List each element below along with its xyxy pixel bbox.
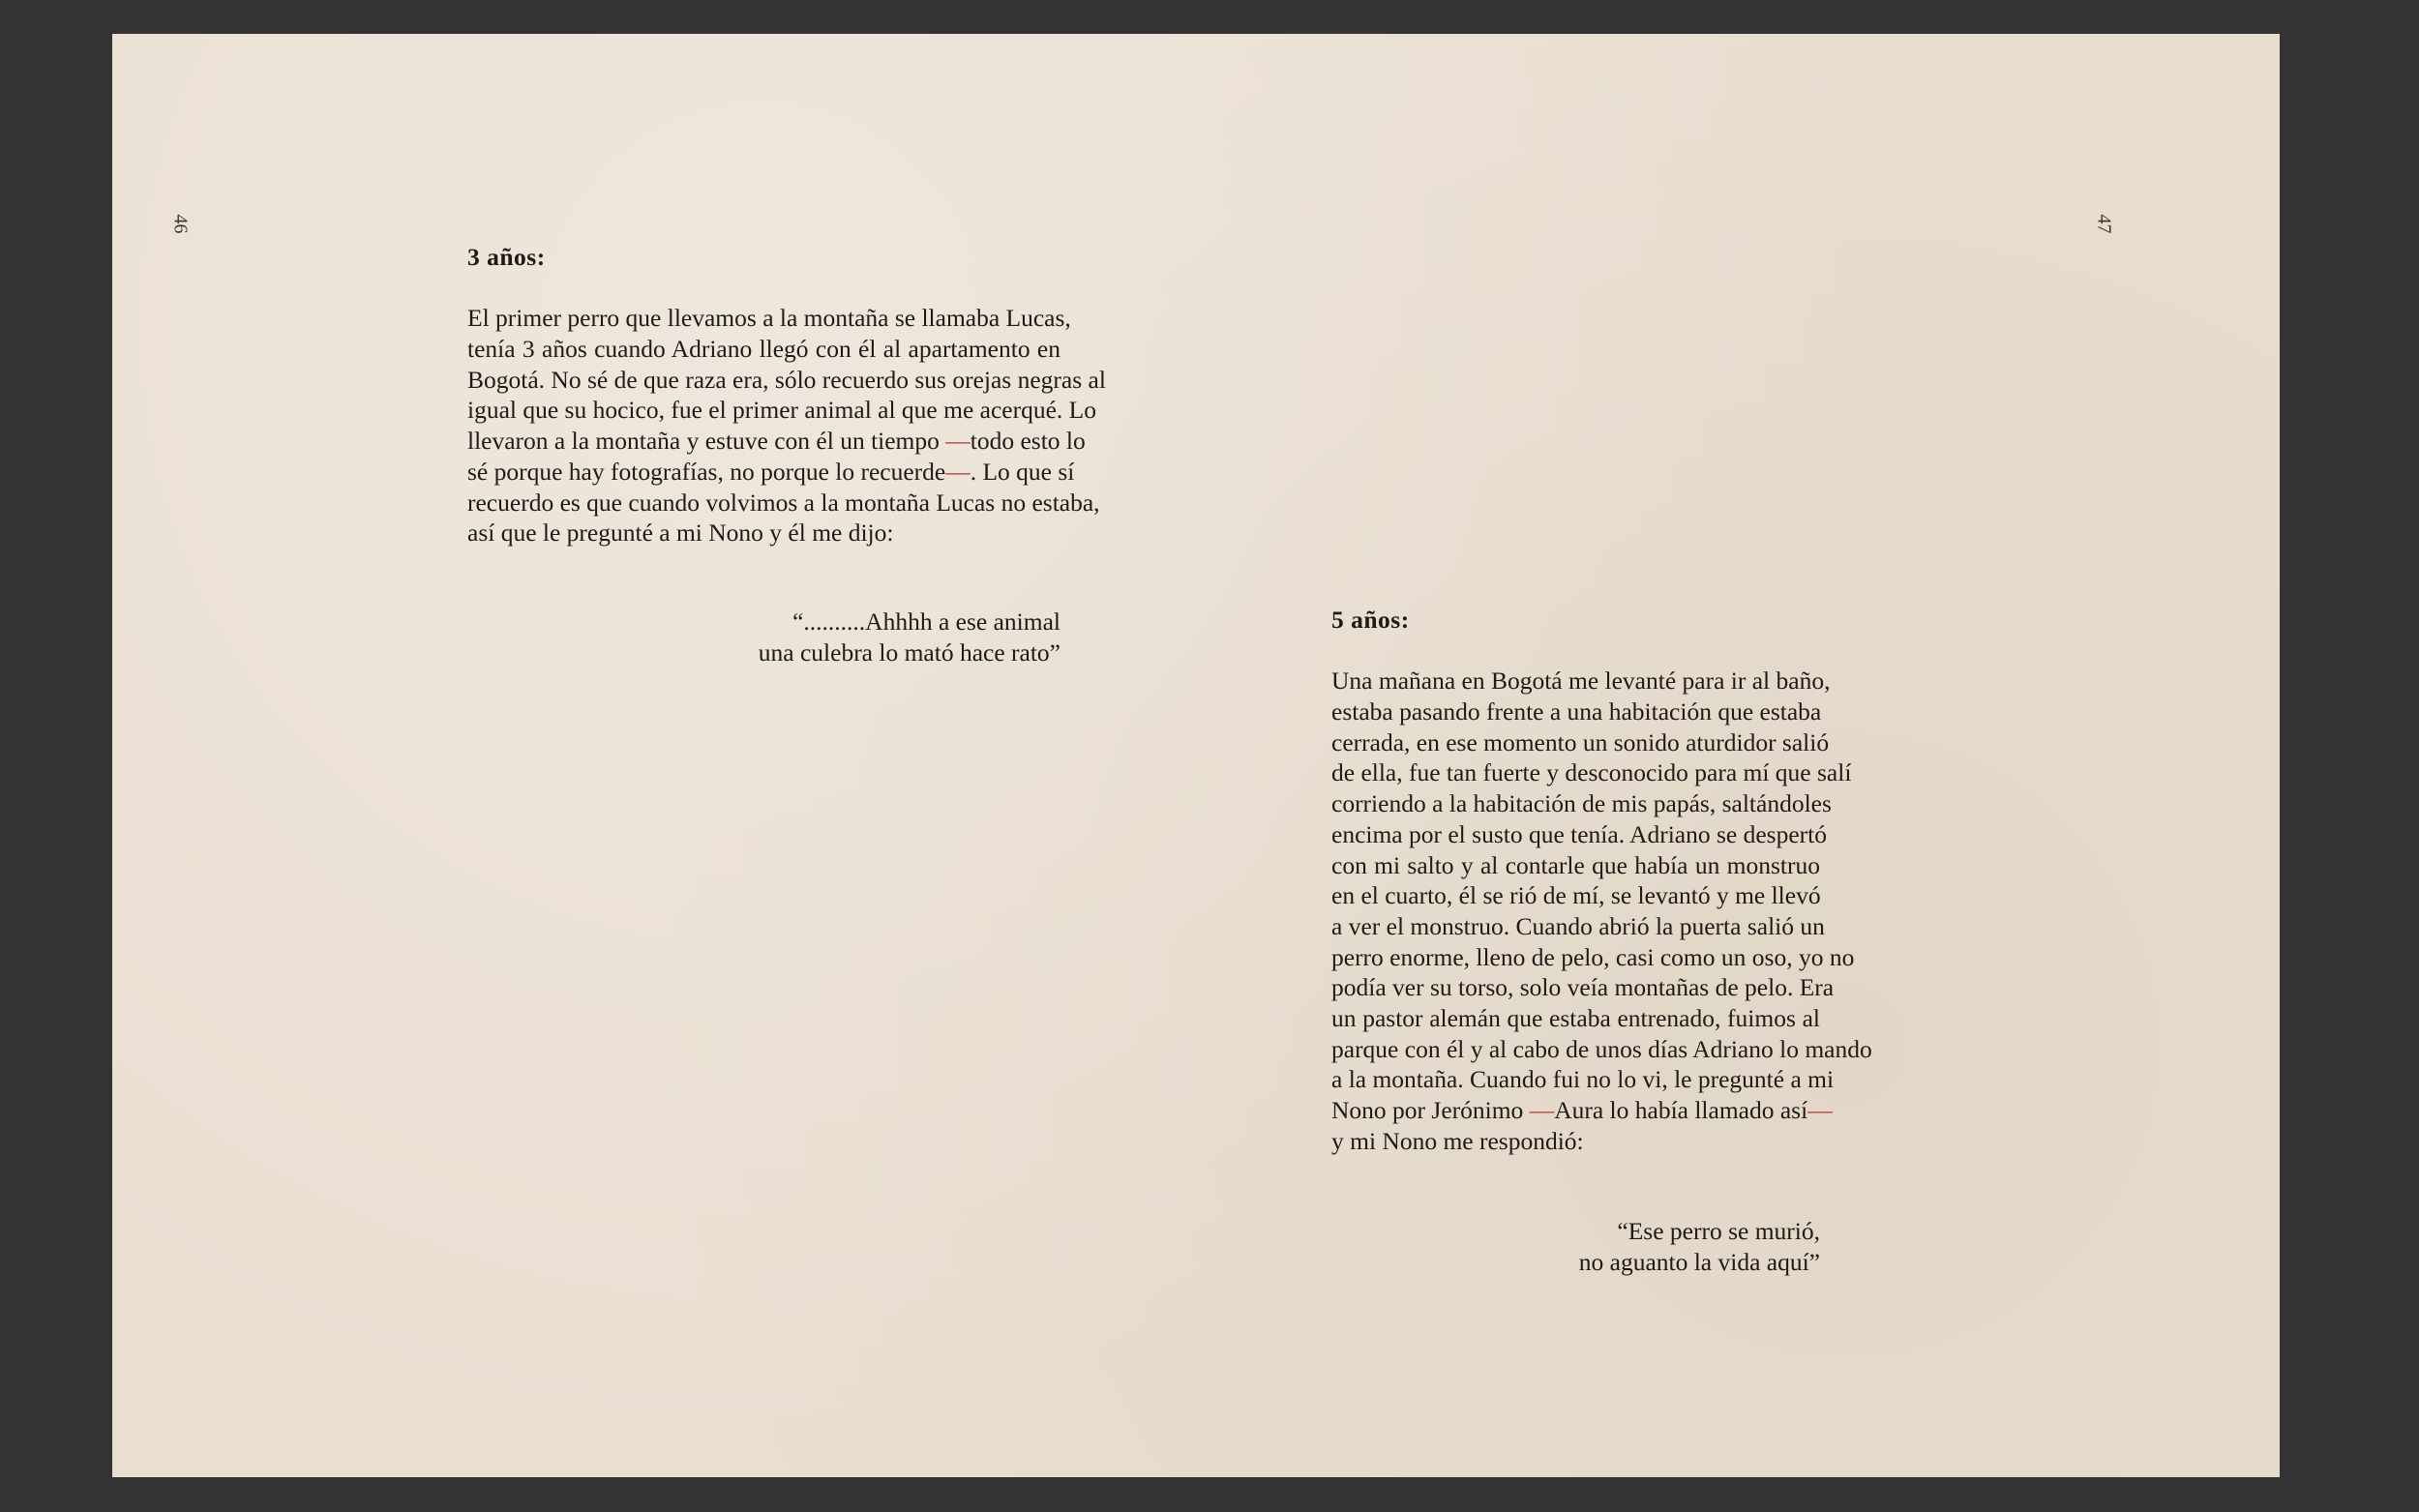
text-line: Nono por Jerónimo —Aura lo había llamado así— [1331,1096,1833,1125]
section-heading-3-anos: 3 años: [467,243,546,271]
text-line: así que le pregunté a mi Nono y él me dijo: [467,519,894,548]
left-paragraph [467,303,1106,548]
em-dash: — [945,427,971,456]
text-line: un pastor alemán que estaba entrenado, fuimos al [1331,1003,1820,1032]
text-line: encima por el susto que tenía. Adriano se despertó [1331,819,1827,848]
left-quote [467,607,1060,667]
right-quote [1331,1216,1820,1277]
text-line: podía ver su torso, solo veía montañas de pelo. Era [1331,973,1835,1002]
page-number-left: 46 [169,214,192,234]
text-line: una culebra lo mató hace rato” [758,637,1060,667]
text-line: recuerdo es que cuando volvimos a la montaña Lucas no estaba, [467,488,1100,517]
text-line: de ella, fue tan fuerte y desconocido para mí que salí [1331,758,1852,787]
text-line: no aguanto la vida aquí” [1578,1247,1820,1276]
right-text-block [1331,605,1872,1156]
text-line: “..........Ahhhh a ese animal [792,608,1060,636]
text-line: cerrada, en ese momento un sonido aturdidor salió [1331,727,1830,756]
em-dash: — [945,457,971,486]
text-line: con mi salto y al contarle que había un monstruo [1331,850,1820,879]
em-dash: — [1529,1096,1555,1125]
text-line: a la montaña. Cuando fui no lo vi, le pregunté a mi [1331,1065,1835,1094]
text-line: igual que su hocico, fue el primer animal al que me acerqué. Lo [467,396,1096,425]
text-line: Una mañana en Bogotá me levanté para ir al baño, [1331,667,1831,696]
book-spread [112,34,2280,1477]
text-line: en el cuarto, él se rió de mí, se levantó y me llevó [1331,881,1821,910]
section-heading-5-anos: 5 años: [1331,606,1410,634]
right-paragraph [1331,666,1872,1156]
text-line: a ver el monstruo. Cuando abrió la puerta salió un [1331,911,1825,940]
text-line: parque con él y al cabo de unos días Adriano lo mando [1331,1034,1872,1063]
text-line: corriendo a la habitación de mis papás, saltándoles [1331,789,1832,818]
text-line: “Ese perro se murió, [1617,1217,1820,1245]
text-line: estaba pasando frente a una habitación que estaba [1331,697,1822,726]
text-line: El primer perro que llevamos a la montaña se llamaba Lucas, [467,304,1071,333]
text-line: sé porque hay fotografías, no porque lo recuerde—. Lo que sí [467,457,1075,486]
text-line: perro enorme, lleno de pelo, casi como un oso, yo no [1331,942,1855,971]
text-line: llevaron a la montaña y estuve con él un tiempo —todo esto lo [467,427,1086,456]
page-number-right: 47 [2093,214,2115,234]
text-line: tenía 3 años cuando Adriano llegó con él al apartamento en [467,335,1060,364]
left-text-block [467,242,1106,548]
text-line: Bogotá. No sé de que raza era, sólo recuerdo sus orejas negras al [467,365,1106,394]
text-line: y mi Nono me respondió: [1331,1126,1584,1155]
em-dash: — [1807,1096,1833,1125]
